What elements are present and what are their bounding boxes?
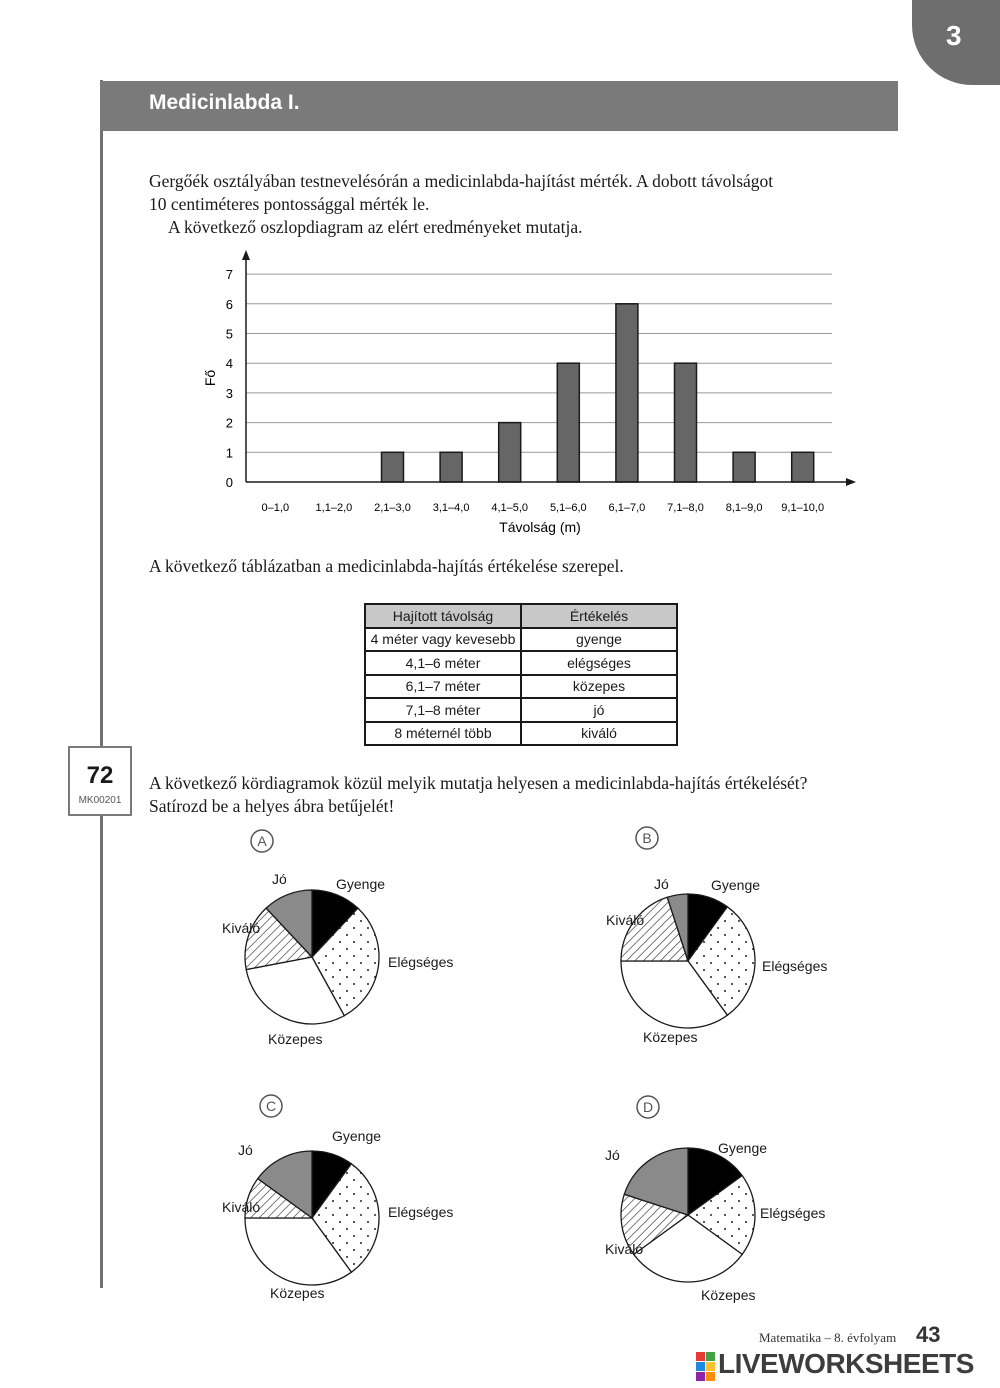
x-tick-label: 7,1–8,0	[667, 502, 704, 514]
option-letter-text: A	[257, 833, 267, 849]
pie-slice-label: Gyenge	[336, 876, 386, 892]
pie-slice-label: Kiváló	[606, 912, 645, 928]
page-title: Medicinlabda I.	[149, 91, 300, 114]
table-cell: 8 méternél több	[365, 722, 521, 746]
pie-slice-label: Közepes	[268, 1031, 323, 1047]
y-axis-label: Fő	[202, 369, 218, 387]
pie-slice-label: Kiváló	[605, 1241, 644, 1257]
page-number: 43	[916, 1322, 941, 1347]
pie-option-c	[222, 1095, 453, 1301]
x-tick-label: 0–1,0	[261, 502, 290, 514]
table-cell: gyenge	[521, 628, 677, 652]
task-code: MK00201	[78, 795, 122, 806]
liveworksheets-brand: LIVEWORKSHEETS	[718, 1348, 974, 1379]
y-tick-label: 5	[225, 326, 233, 342]
pie-slice-label: Jó	[654, 876, 669, 892]
table-cell: 4 méter vagy kevesebb	[365, 628, 521, 652]
table-cell: kiváló	[521, 722, 677, 746]
option-letter-d[interactable]	[637, 1096, 659, 1118]
pie-option-b	[606, 827, 827, 1045]
y-tick-label: 3	[225, 385, 233, 401]
x-tick-label: 9,1–10,0	[781, 502, 825, 514]
option-letter-text: C	[265, 1098, 277, 1114]
table-cell: közepes	[521, 675, 677, 699]
option-letter-b[interactable]	[636, 827, 658, 849]
y-tick-label: 7	[225, 267, 233, 283]
y-tick-label: 4	[225, 356, 233, 372]
pie-option-d	[605, 1096, 825, 1303]
pie-slice-label: Közepes	[643, 1029, 698, 1045]
pie-slice-label: Gyenge	[718, 1140, 768, 1156]
pie-option-a	[222, 830, 453, 1047]
pie-slice-label: Jó	[272, 871, 287, 887]
table-cell: elégséges	[521, 651, 677, 675]
task-number: 72	[86, 762, 114, 789]
table-header-cell: Értékelés	[521, 604, 677, 628]
table-intro: A következő táblázatban a medicinlabda-hajítás értékelése szerepel.	[149, 556, 624, 576]
x-axis-label: Távolság (m)	[499, 519, 581, 535]
pie-slice-label: Jó	[605, 1147, 620, 1163]
x-tick-label: 3,1–4,0	[432, 502, 470, 514]
pie-slice-label: Elégséges	[388, 1204, 454, 1220]
y-tick-label: 1	[225, 445, 233, 461]
pie-slice-label: Gyenge	[711, 877, 761, 893]
table-header-cell: Hajított távolság	[365, 604, 521, 628]
pie-slice-label: Kiváló	[222, 1199, 261, 1215]
intro-line-1: Gergőék osztályában testnevelésórán a medicinlabda-hajítást mérték. A dobott távolságot	[149, 171, 774, 191]
intro-line-2: 10 centiméteres pontossággal mérték le.	[149, 194, 430, 214]
y-tick-label: 0	[225, 475, 233, 490]
liveworksheets-logo-icon	[696, 1352, 716, 1382]
task-question-2: Satírozd be a helyes ábra betűjelét!	[149, 796, 395, 816]
pie-slice-label: Közepes	[270, 1285, 325, 1301]
task-question-1: A következő kördiagramok közül melyik mutatja helyesen a medicinlabda-hajítás értékelését?	[149, 773, 808, 793]
table-cell: 6,1–7 méter	[365, 675, 521, 699]
x-tick-label: 8,1–9,0	[725, 502, 763, 514]
x-tick-label: 2,1–3,0	[374, 502, 411, 514]
pie-slice-label: Jó	[238, 1142, 253, 1158]
option-letter-text: D	[642, 1099, 654, 1115]
pie-slice-label: Gyenge	[332, 1128, 382, 1144]
option-letter-c[interactable]	[260, 1095, 282, 1117]
pie-slice-label: Közepes	[701, 1287, 756, 1303]
table-cell: jó	[521, 698, 677, 722]
intro-line-3: A következő oszlopdiagram az elért eredményeket mutatja.	[168, 217, 583, 237]
x-tick-label: 5,1–6,0	[549, 502, 587, 514]
table-cell: 7,1–8 méter	[365, 698, 521, 722]
option-letter-text: B	[642, 830, 652, 846]
x-tick-label: 4,1–5,0	[491, 502, 529, 514]
x-tick-label: 1,1–2,0	[315, 502, 353, 514]
y-tick-label: 6	[225, 296, 233, 312]
chapter-number: 3	[946, 20, 962, 51]
option-letter-a[interactable]	[251, 830, 273, 852]
pie-slice-label: Elégséges	[760, 1205, 826, 1221]
footer-book: Matematika – 8. évfolyam	[759, 1330, 897, 1345]
x-tick-label: 6,1–7,0	[608, 502, 646, 514]
pie-slice-label: Elégséges	[762, 958, 828, 974]
pie-slice-label: Elégséges	[388, 954, 454, 970]
table-cell: 4,1–6 méter	[365, 651, 521, 675]
y-tick-label: 2	[225, 415, 233, 431]
pie-slice-label: Kiváló	[222, 920, 261, 936]
